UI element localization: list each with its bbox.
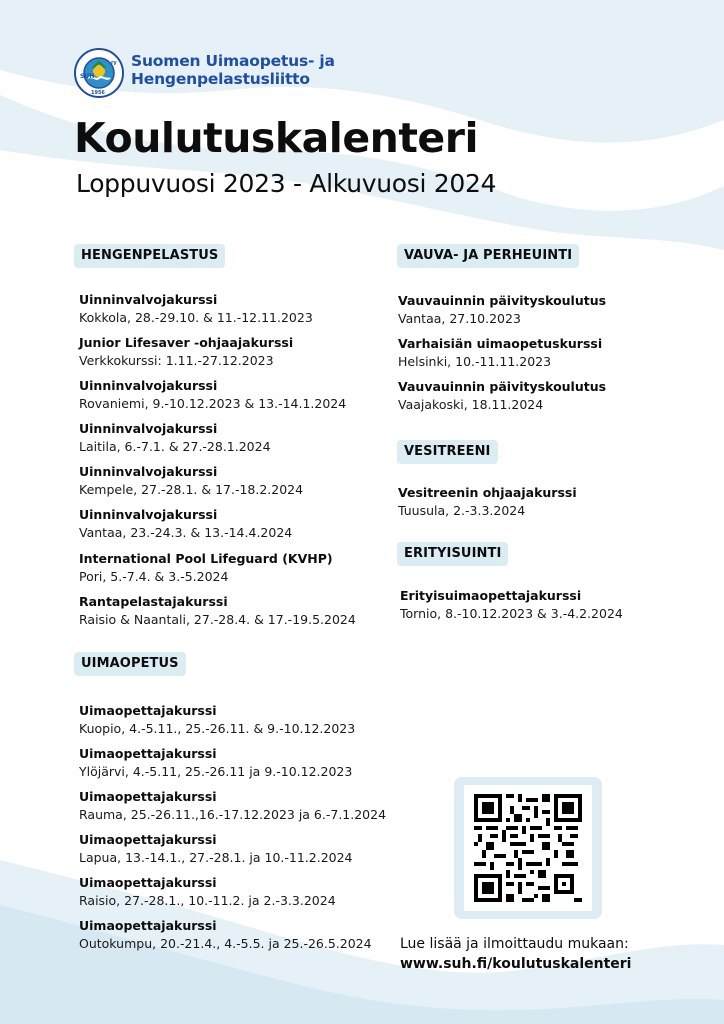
course-name: Varhaisiän uimaopetuskurssi [398, 336, 603, 351]
course-name: Vauvauinnin päivityskoulutus [398, 379, 607, 394]
course-name: Uinninvalvojakurssi [79, 378, 218, 393]
course-item [79, 874, 336, 909]
course-item [398, 292, 606, 327]
qr-code-card [454, 777, 602, 919]
course-name: Rantapelastajakurssi [79, 594, 228, 609]
course-item [79, 702, 355, 737]
section-heading-erityisuinti: ERITYISUINTI [397, 542, 508, 566]
course-detail: Kempele, 27.-28.1. & 17.-18.2.2024 [79, 481, 304, 497]
course-name: Vesitreenin ohjaajakurssi [398, 485, 577, 500]
section-heading-hengenpelastus: HENGENPELASTUS [74, 244, 225, 268]
course-item [79, 420, 271, 455]
course-detail: Raisio, 27.-28.1., 10.-11.2. ja 2.-3.3.2024 [79, 892, 336, 908]
course-name: Vauvauinnin päivityskoulutus [398, 293, 607, 308]
call-to-action [400, 934, 632, 974]
course-name: Uinninvalvojakurssi [79, 464, 218, 479]
organization-name [131, 52, 335, 88]
course-item [398, 335, 602, 370]
course-name: Uinninvalvojakurssi [79, 292, 218, 307]
course-item [79, 917, 372, 952]
course-detail: Rauma, 25.-26.11.,16.-17.12.2023 ja 6.-7.1.2024 [79, 806, 387, 822]
course-item [79, 463, 303, 498]
logo-year: 1956 [91, 90, 105, 96]
course-detail: Tuusula, 2.-3.3.2024 [398, 502, 526, 518]
course-item [79, 788, 386, 823]
course-item [400, 587, 623, 622]
section-heading-uimaopetus: UIMAOPETUS [74, 652, 186, 676]
suh-logo-icon [74, 48, 124, 98]
course-item [79, 334, 293, 369]
logo-text-ry: ry [111, 60, 117, 66]
organization-name-line2: Hengenpelastusliitto [131, 70, 310, 88]
course-name: Erityisuimaopettajakurssi [400, 588, 582, 603]
course-name: Uimaopettajakurssi [79, 789, 217, 804]
qr-code-frame [464, 785, 592, 911]
course-detail: Rovaniemi, 9.-10.12.2023 & 13.-14.1.2024 [79, 395, 347, 411]
cta-text: Lue lisää ja ilmoittaudu mukaan: [400, 936, 629, 952]
course-item [398, 378, 606, 413]
course-detail: Outokumpu, 20.-21.4., 4.-5.5. ja 25.-26.5.2024 [79, 935, 372, 951]
course-item [79, 377, 346, 412]
course-item [79, 593, 356, 628]
course-detail: Laitila, 6.-7.1. & 27.-28.1.2024 [79, 438, 271, 454]
course-detail: Lapua, 13.-14.1., 27.-28.1. ja 10.-11.2.2024 [79, 849, 353, 865]
course-name: International Pool Lifeguard (KVHP) [79, 551, 333, 566]
cta-url-link[interactable]: www.suh.fi/koulutuskalenteri [400, 956, 632, 972]
course-detail: Raisio & Naantali, 27.-28.4. & 17.-19.5.2024 [79, 611, 356, 627]
course-item [79, 831, 353, 866]
course-detail: Ylöjärvi, 4.-5.11, 25.-26.11 ja 9.-10.12.2023 [79, 763, 353, 779]
section-heading-vesitreeni: VESITREENI [397, 440, 498, 464]
course-detail: Pori, 5.-7.4. & 3.-5.2024 [79, 568, 229, 584]
course-detail: Helsinki, 10.-11.11.2023 [398, 353, 552, 369]
logo-text-suh: SUH [80, 73, 95, 80]
course-detail: Vantaa, 27.10.2023 [398, 310, 521, 326]
course-name: Uinninvalvojakurssi [79, 421, 218, 436]
section-heading-vauva-perheuinti: VAUVA- JA PERHEUINTI [397, 244, 579, 268]
course-item [79, 745, 352, 780]
course-detail: Kokkola, 28.-29.10. & 11.-12.11.2023 [79, 309, 313, 325]
organization-name-line1: Suomen Uimaopetus- ja [131, 52, 335, 70]
page-title: Koulutuskalenteri [74, 114, 479, 162]
page-subtitle: Loppuvuosi 2023 - Alkuvuosi 2024 [76, 169, 497, 198]
course-item [79, 291, 313, 326]
course-item [79, 506, 292, 541]
course-item [79, 550, 333, 585]
course-name: Uimaopettajakurssi [79, 832, 217, 847]
course-detail: Vaajakoski, 18.11.2024 [398, 396, 544, 412]
course-detail: Tornio, 8.-10.12.2023 & 3.-4.2.2024 [400, 605, 623, 621]
course-item [398, 484, 577, 519]
course-name: Uimaopettajakurssi [79, 918, 217, 933]
course-detail: Vantaa, 23.-24.3. & 13.-14.4.2024 [79, 524, 293, 540]
course-name: Uinninvalvojakurssi [79, 507, 218, 522]
course-detail: Verkkokurssi: 1.11.-27.12.2023 [79, 352, 274, 368]
qr-code-icon[interactable] [474, 794, 582, 902]
course-name: Uimaopettajakurssi [79, 703, 217, 718]
course-detail: Kuopio, 4.-5.11., 25.-26.11. & 9.-10.12.2023 [79, 720, 356, 736]
course-name: Uimaopettajakurssi [79, 875, 217, 890]
course-name: Uimaopettajakurssi [79, 746, 217, 761]
course-name: Junior Lifesaver -ohjaajakurssi [79, 335, 294, 350]
